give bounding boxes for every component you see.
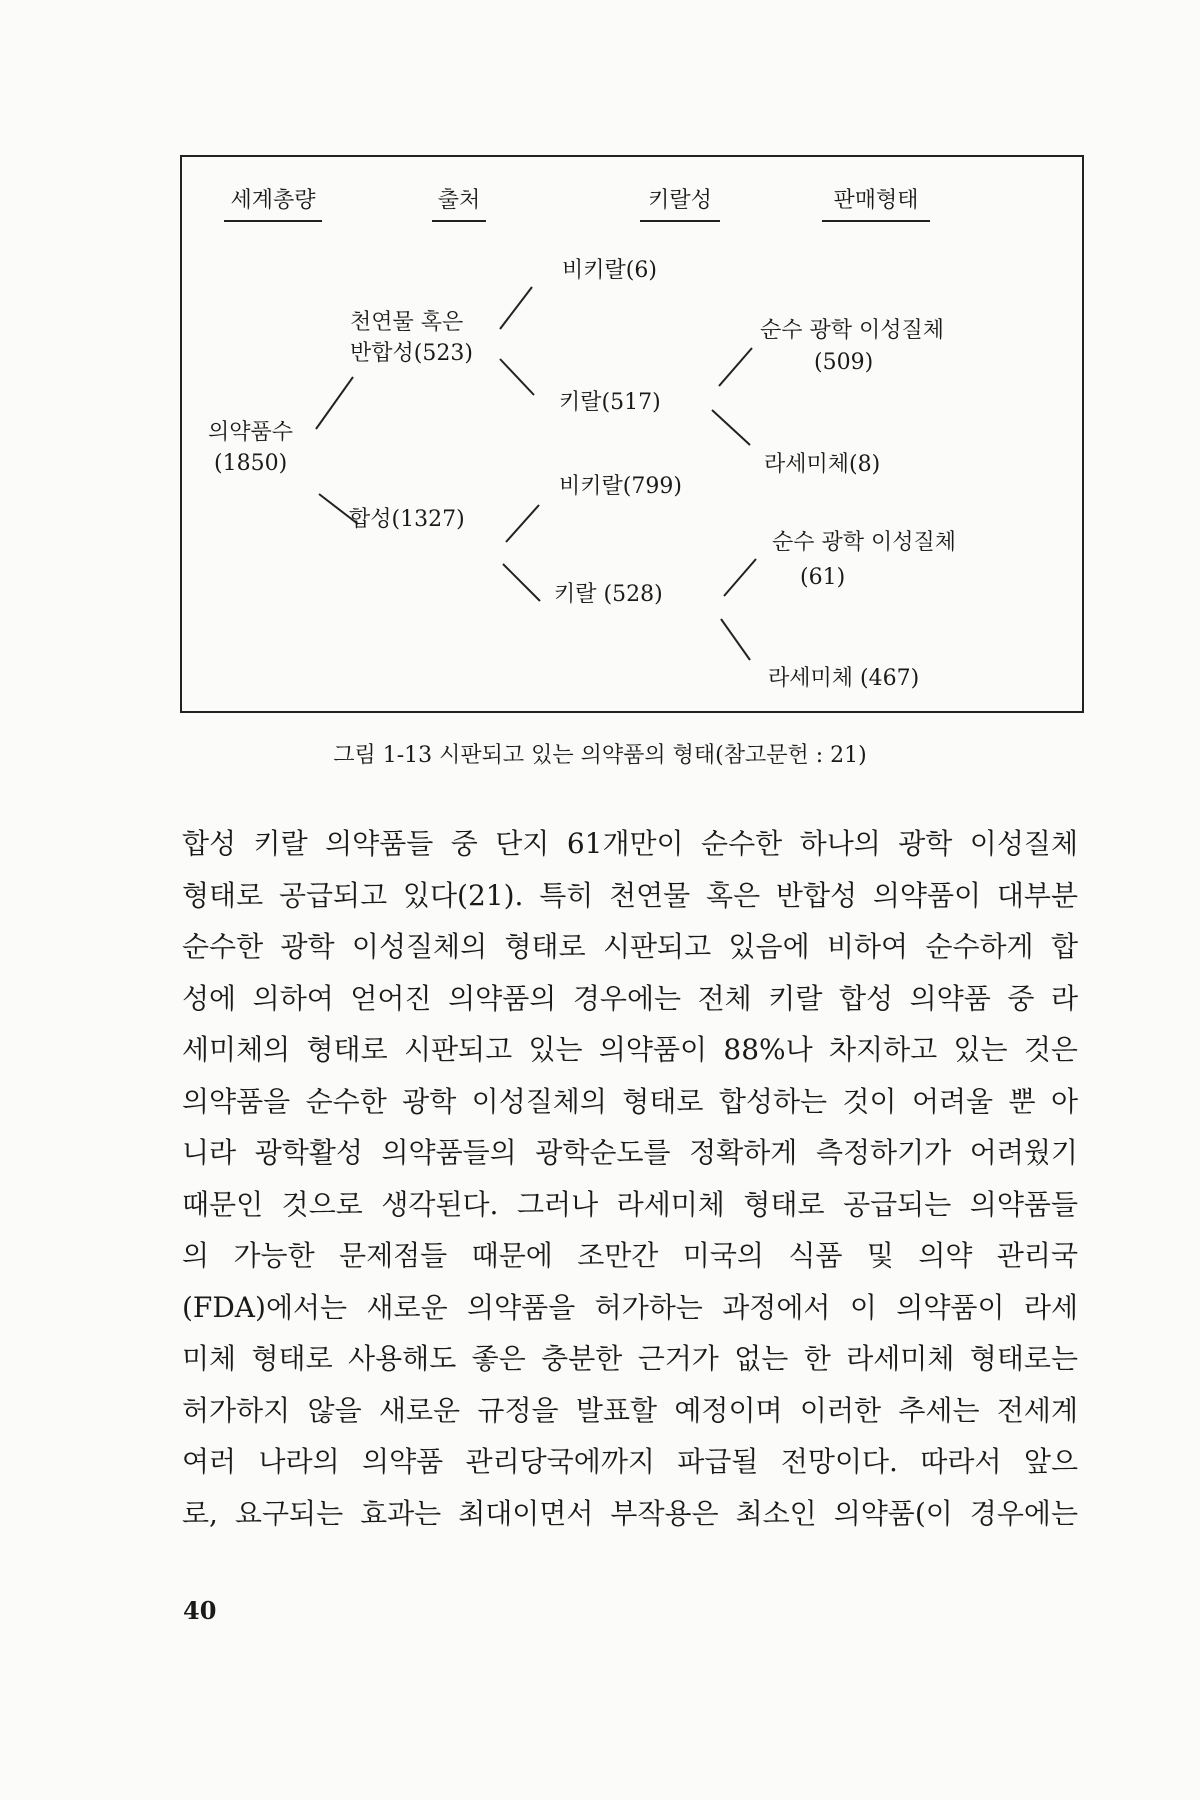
line-natchiral-racemic	[712, 410, 750, 445]
line-synthetic-chiral	[503, 564, 540, 601]
page-number: 40	[183, 1596, 217, 1625]
line-synchiral-racemic	[721, 619, 750, 660]
body-line: (FDA)에서는 새로운 의약품을 허가하는 과정에서 이 의약품이 라세	[182, 1290, 1078, 1324]
body-line: 합성 키랄 의약품들 중 단지 61개만이 순수한 하나의 광학 이성질체	[182, 827, 1078, 860]
line-synthetic-achiral	[506, 505, 539, 542]
node-total-label: 의약품수	[208, 420, 294, 445]
body-line: 성에 의하여 얻어진 의약품의 경우에는 전체 키랄 합성 의약품 중 라	[182, 981, 1078, 1015]
body-line: 세미체의 형태로 시판되고 있는 의약품이 88%나 차지하고 있는 것은	[182, 1033, 1078, 1066]
node-natural-line2: 반합성(523)	[350, 341, 473, 366]
node-natural-racemic: 라세미체(8)	[764, 452, 881, 477]
node-total-count: (1850)	[214, 451, 288, 476]
body-line: 니라 광학활성 의약품들의 광학순도를 정확하게 측정하기가 어려웠기	[182, 1136, 1078, 1169]
node-natural-line1: 천연물 혹은	[350, 310, 464, 335]
body-line: 의약품을 순수한 광학 이성질체의 형태로 합성하는 것이 어려울 뿐 아	[182, 1084, 1078, 1118]
line-natchiral-pure	[719, 348, 752, 386]
node-synthetic-racemic: 라세미체 (467)	[768, 666, 920, 691]
node-synthetic-pure-line1: 순수 광학 이성질체	[772, 530, 957, 555]
node-natural-pure-line1: 순수 광학 이성질체	[760, 318, 945, 343]
node-synthetic-pure-count: (61)	[800, 565, 846, 590]
body-line: 형태로 공급되고 있다(21). 특히 천연물 혹은 반합성 의약품이 대부분	[182, 878, 1078, 912]
header-chirality: 키랄성	[640, 183, 720, 222]
body-line: 때문인 것으로 생각된다. 그러나 라세미체 형태로 공급되는 의약품들	[182, 1187, 1078, 1221]
body-line: 미체 형태로 사용해도 좋은 충분한 근거가 없는 한 라세미체 형태로는	[182, 1342, 1078, 1375]
body-line: 여러 나라의 의약품 관리당국에까지 파급될 전망이다. 따라서 앞으	[182, 1445, 1078, 1478]
node-natural-pure-count: (509)	[814, 350, 874, 375]
body-line: 의 가능한 문제점들 때문에 조만간 미국의 식품 및 의약 관리국	[182, 1239, 1078, 1272]
body-line: 로, 요구되는 효과는 최대이면서 부작용은 최소인 의약품(이 경우에는	[182, 1496, 1078, 1530]
chirality-tree-figure	[180, 155, 1084, 713]
line-total-natural	[316, 377, 353, 429]
node-synthetic-chiral: 키랄 (528)	[554, 582, 663, 607]
body-line: 허가하지 않을 새로운 규정을 발표할 예정이며 이러한 추세는 전세계	[182, 1393, 1078, 1427]
node-synthetic-achiral: 비키랄(799)	[559, 474, 682, 499]
line-natural-chiral	[500, 359, 534, 395]
header-world-total: 세계총량	[224, 183, 322, 222]
tree-connector-lines	[182, 157, 1086, 715]
node-natural-chiral: 키랄(517)	[559, 390, 661, 415]
node-natural-achiral: 비키랄(6)	[562, 258, 657, 283]
line-natural-achiral	[500, 287, 532, 329]
body-paragraph	[182, 818, 1078, 1539]
body-line: 순수한 광학 이성질체의 형태로 시판되고 있음에 비하여 순수하게 합	[182, 930, 1078, 963]
line-synchiral-pure	[724, 559, 756, 596]
node-synthetic: 합성(1327)	[349, 507, 465, 532]
header-sales-form: 판매형태	[822, 183, 930, 222]
header-source: 출처	[432, 183, 486, 222]
figure-caption: 그림 1-13 시판되고 있는 의약품의 형태(참고문헌 : 21)	[333, 743, 867, 768]
